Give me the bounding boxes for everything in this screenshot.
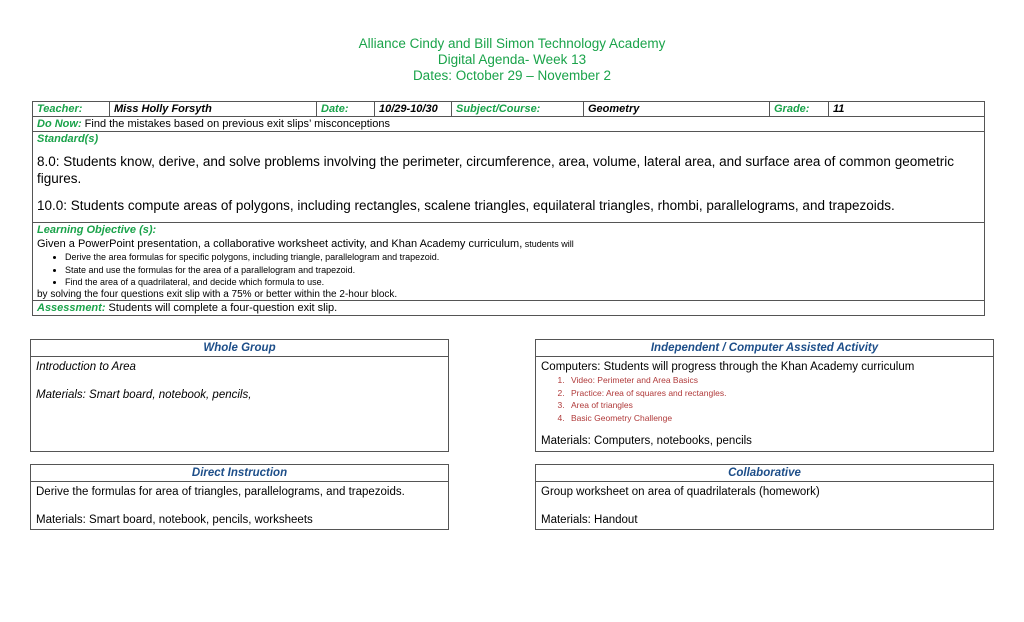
- objective-row: [33, 223, 985, 301]
- objective-intro-main: Given a PowerPoint presentation, a collaborative worksheet activity, and Khan Academy curriculum,: [37, 238, 523, 250]
- direct-instruction-box: [30, 464, 449, 530]
- objective-intro-small: students will: [522, 239, 574, 249]
- independent-box: [535, 339, 994, 452]
- do-now-cell: [33, 117, 985, 132]
- list-item: 4. Basic Geometry Challenge: [567, 412, 988, 425]
- agenda-header: [0, 36, 1024, 84]
- whole-group-body: [31, 357, 448, 405]
- info-row: [33, 102, 985, 117]
- teacher-label: Teacher:: [33, 102, 110, 117]
- school-name: Alliance Cindy and Bill Simon Technology Academy: [358, 36, 666, 51]
- whole-group-topic: Introduction to Area: [36, 361, 136, 373]
- whole-group-materials: Materials: Smart board, notebook, pencils,: [36, 389, 252, 401]
- agenda-table: [32, 101, 985, 316]
- collaborative-body: [536, 482, 993, 530]
- list-item: 3. Area of triangles: [567, 399, 988, 412]
- assessment-cell: [33, 300, 985, 315]
- assessment-row: [33, 300, 985, 315]
- do-now-text: Find the mistakes based on previous exit slips’ misconceptions: [81, 118, 390, 130]
- standard-10: 10.0: Students compute areas of polygons, including rectangles, scalene triangles, equilateral triangles, rhombi, parallelograms, and trapezoids.: [37, 198, 895, 213]
- khan-activity-list: [541, 374, 988, 424]
- standard-8: 8.0: Students know, derive, and solve problems involving the perimeter, circumference, area, volume, lateral area, and surface area of common geometric figures.: [37, 154, 954, 186]
- assessment-label: Assessment:: [37, 301, 106, 314]
- do-now-row: [33, 117, 985, 132]
- standards-cell: [33, 132, 985, 223]
- do-now-label: Do Now:: [37, 118, 82, 130]
- date-label: Date:: [317, 102, 375, 117]
- whole-group-box: [30, 339, 449, 452]
- objective-label: Learning Objective (s):: [37, 224, 157, 236]
- list-item: • Find the area of a quadrilateral, and decide which formula to use.: [65, 276, 980, 289]
- objective-cell: [33, 223, 985, 301]
- direct-instruction-materials: Materials: Smart board, notebook, pencils, worksheets: [36, 514, 313, 526]
- list-item: • Derive the area formulas for specific polygons, including triangle, parallelogram and trapezoid.: [65, 251, 980, 264]
- subject-value: Geometry: [584, 102, 770, 117]
- independent-body: [536, 357, 993, 451]
- assessment-text: Students will complete a four-question exit slip.: [105, 301, 338, 314]
- list-item: • State and use the formulas for the area of a parallelogram and trapezoid.: [65, 264, 980, 277]
- whole-group-title: Whole Group: [31, 340, 448, 357]
- objective-intro: [37, 237, 980, 251]
- collaborative-title: Collaborative: [536, 465, 993, 482]
- subject-label: Subject/Course:: [452, 102, 584, 117]
- list-item: 1. Video: Perimeter and Area Basics: [567, 374, 988, 387]
- list-item: 2. Practice: Area of squares and rectangles.: [567, 387, 988, 400]
- direct-instruction-topic: Derive the formulas for area of triangles, parallelograms, and trapezoids.: [36, 486, 405, 498]
- collaborative-materials: Materials: Handout: [541, 514, 638, 526]
- direct-instruction-body: [31, 482, 448, 530]
- independent-title: Independent / Computer Assisted Activity: [536, 340, 993, 357]
- standards-row: [33, 132, 985, 223]
- objective-list: [37, 251, 980, 289]
- standards-label: Standard(s): [37, 133, 99, 145]
- independent-materials: Materials: Computers, notebooks, pencils: [541, 435, 752, 447]
- date-value: 10/29-10/30: [375, 102, 452, 117]
- objective-closing: by solving the four questions exit slip with a 75% or better within the 2-hour block.: [37, 288, 398, 300]
- direct-instruction-title: Direct Instruction: [31, 465, 448, 482]
- grade-label: Grade:: [770, 102, 829, 117]
- collaborative-topic: Group worksheet on area of quadrilaterals (homework): [541, 486, 820, 498]
- agenda-dates: Dates: October 29 – November 2: [412, 68, 612, 83]
- teacher-value: Miss Holly Forsyth: [110, 102, 317, 117]
- independent-intro: Computers: Students will progress through the Khan Academy curriculum: [541, 361, 915, 373]
- agenda-title: Digital Agenda- Week 13: [437, 52, 587, 67]
- grade-value: 11: [829, 102, 985, 117]
- collaborative-box: [535, 464, 994, 530]
